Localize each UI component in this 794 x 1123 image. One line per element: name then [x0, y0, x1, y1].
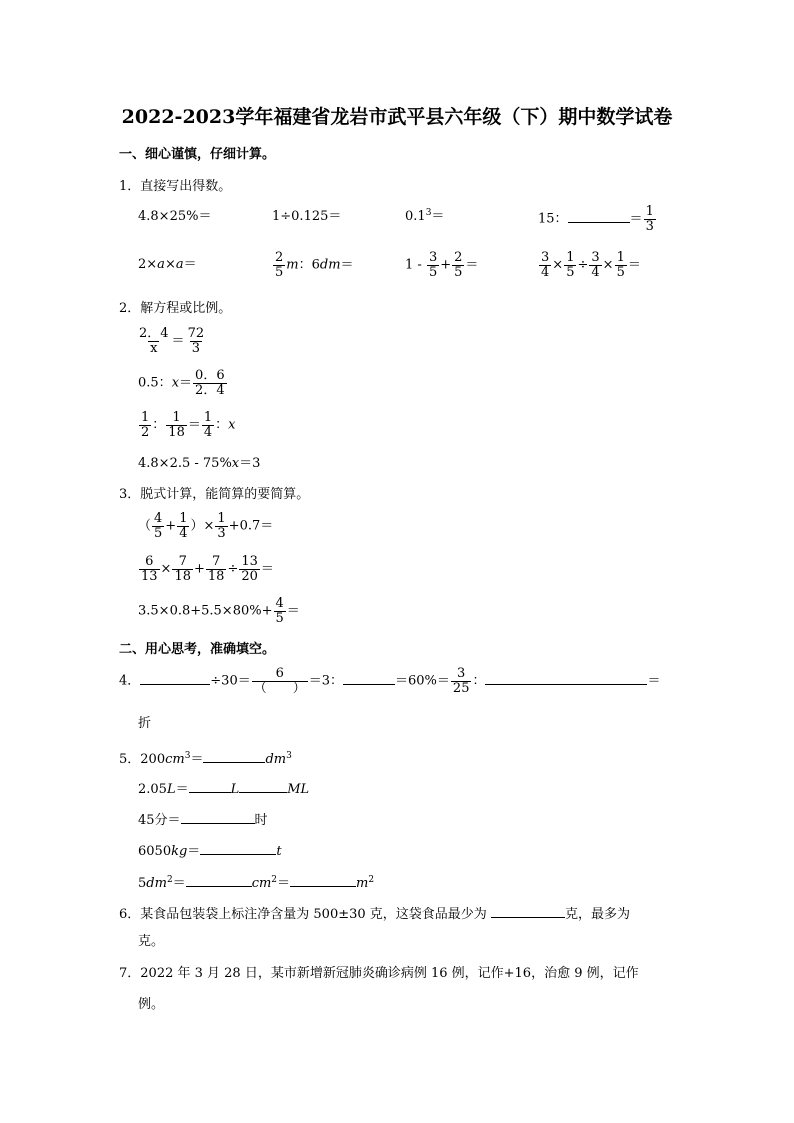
question-3-label: 3．脱式计算，能简算的要简算。	[119, 487, 310, 502]
question-5-line-3: 45分＝ 时	[138, 813, 268, 828]
q2-equation-3: $\frac{1}{2}$ ： $\frac{1}{18}$ ＝ $\frac{1}{4}$ ：x	[141, 410, 236, 440]
answer-blank[interactable]	[189, 780, 231, 793]
question-4: 4． ÷30＝ $\frac{6}{( )}$ ＝3： ＝60%＝ $\frac{3}{25}$ ： ＝	[119, 666, 661, 696]
answer-blank[interactable]	[343, 672, 395, 685]
page-title: 2022-2023学年福建省龙岩市武平县六年级（下）期中数学试卷	[121, 106, 673, 128]
answer-blank[interactable]	[203, 750, 265, 763]
question-7-line-1: 7．2022 年 3 月 28 日，某市新增新冠肺炎确诊病例 16 例，记作+16，治愈 9 例，记作	[119, 966, 639, 981]
q3-expression-1: （ $\frac{4}{5}$ + $\frac{1}{4}$ ）× $\frac{1}{3}$ +0.7＝	[138, 511, 274, 541]
q1-item-c: $0.1^3=$	[405, 208, 445, 224]
q2-equation-4: 4.8×2.5 - 75%x＝3	[138, 456, 261, 471]
q1-item-f: $\frac{2}{5}$ m：6dm＝	[275, 250, 354, 280]
q1-item-g: 1 - $\frac{3}{5}$ + $\frac{2}{5}$ ＝	[405, 250, 479, 280]
answer-blank[interactable]	[140, 672, 210, 685]
answer-blank[interactable]	[186, 874, 252, 887]
q4-wrap-text: 折	[138, 716, 152, 731]
q1-item-b: 1÷0.125＝	[272, 209, 342, 224]
question-6-line-2: 克。	[138, 934, 165, 949]
answer-blank[interactable]	[568, 210, 630, 223]
answer-blank[interactable]	[491, 905, 565, 918]
question-2-label: 2．解方程或比例。	[119, 301, 232, 316]
question-7-line-2: 例。	[138, 997, 165, 1012]
q3-expression-3: 3.5×0.8+5.5×80%+ $\frac{4}{5}$ ＝	[138, 596, 300, 626]
question-5-line-4: 6050kg＝ t	[138, 844, 282, 859]
q1-item-e: 2×a×a＝	[138, 257, 197, 272]
q2-equation-2: 0.5：x＝ $\frac{0.6}{2.4}$	[138, 368, 225, 398]
q1-item-a: 4.8×25%＝	[138, 209, 212, 224]
answer-blank[interactable]	[200, 842, 276, 855]
question-6-line-1: 6．某食品包装袋上标注净含量为 500±30 克，这袋食品最少为 克，最多为	[119, 907, 630, 922]
question-5-line-2: 2.05L＝ L ML	[138, 782, 310, 797]
answer-blank[interactable]	[181, 811, 255, 824]
section-heading-2: 二、用心思考，准确填空。	[119, 642, 276, 657]
question-5-line-5: $5dm^2= cm^2= m^2$	[138, 875, 375, 891]
q1-item-d: 15： ＝ $\frac{1}{3}$	[538, 204, 654, 234]
question-1-label: 1．直接写出得数。	[119, 179, 232, 194]
question-5-line-1: 5．$200cm^3= dm^3$	[119, 751, 292, 767]
answer-blank[interactable]	[485, 672, 647, 685]
section-heading-1: 一、细心谨慎，仔细计算。	[119, 147, 276, 162]
q2-equation-1: $\frac{2.4}{x}$ ＝ $\frac{72}{3}$	[139, 326, 205, 356]
answer-blank[interactable]	[290, 874, 356, 887]
answer-blank[interactable]	[239, 780, 287, 793]
q3-expression-2: $\frac{6}{13}$ × $\frac{7}{18}$ + $\frac{7}{18}$ ÷ $\frac{13}{20}$ ＝	[141, 554, 274, 584]
q1-item-h: $\frac{3}{4}$ × $\frac{1}{5}$ ÷ $\frac{3}{4}$ × $\frac{1}{5}$ ＝	[541, 250, 641, 280]
